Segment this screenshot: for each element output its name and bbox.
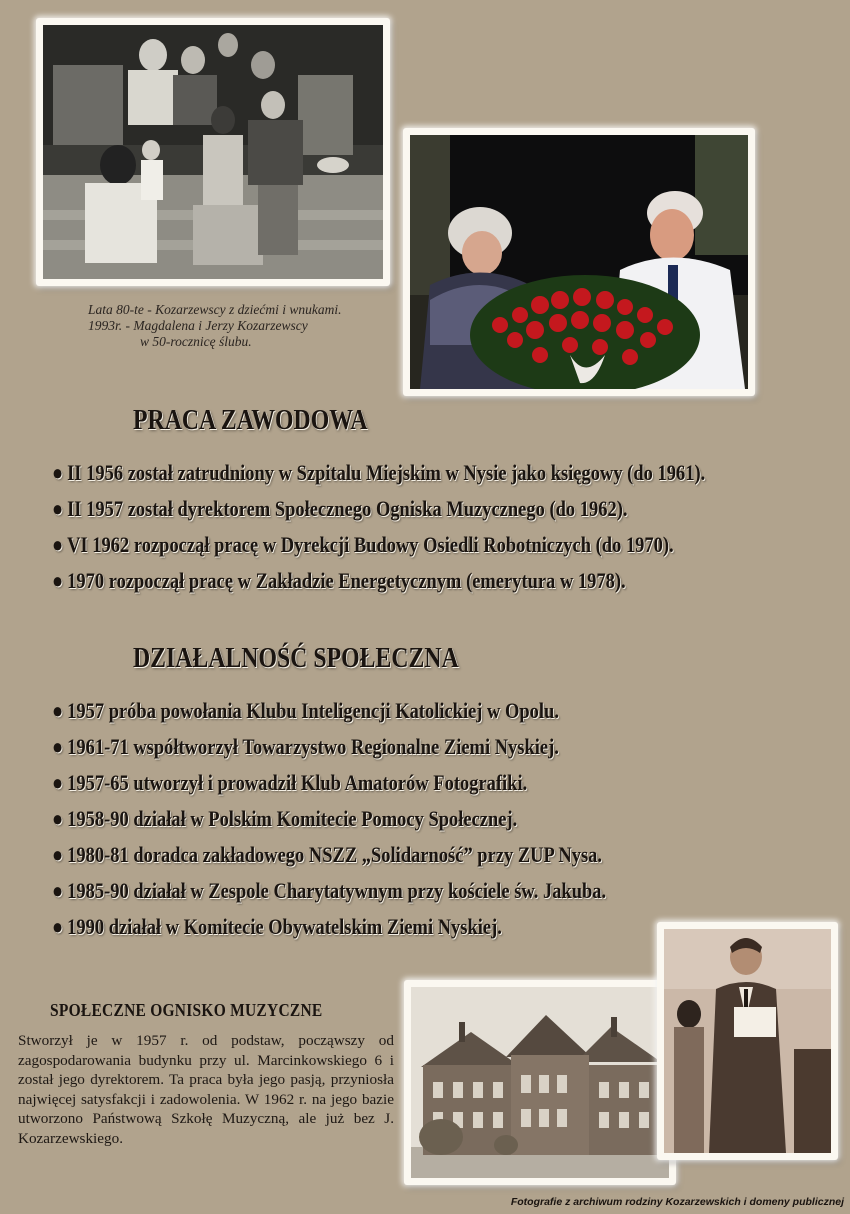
building-photo: [404, 980, 676, 1185]
list-item: ● VI 1962 rozpoczął pracę w Dyrekcji Budowy Osiedli Robotniczych (do 1970).: [52, 532, 674, 557]
ognisko-heading: SPOŁECZNE OGNISKO MUZYCZNE: [50, 1000, 323, 1020]
list-item: ● 1957 próba powołania Klubu Inteligencji Katolickiej w Opolu.: [52, 698, 559, 723]
speaker-photo: [657, 922, 838, 1160]
list-item: ● 1990 działał w Komitecie Obywatelskim Ziemi Nyskiej.: [52, 914, 502, 939]
list-item: ● 1970 rozpoczął pracę w Zakładzie Energetycznym (emerytura w 1978).: [52, 568, 626, 593]
family-photo-image: [43, 25, 383, 279]
list-item: ● 1961-71 współtworzył Towarzystwo Regionalne Ziemi Nyskiej.: [52, 734, 559, 759]
list-item: ● II 1957 został dyrektorem Społecznego Ogniska Muzycznego (do 1962).: [52, 496, 628, 521]
family-photo: [36, 18, 390, 286]
caption-line-1: Lata 80-te - Kozarzewscy z dziećmi i wnukami.: [88, 302, 342, 317]
caption-line-2: 1993r. - Magdalena i Jerzy Kozarzewscy: [88, 318, 308, 333]
list-item: ● 1985-90 działał w Zespole Charytatywnym przy kościele św. Jakuba.: [52, 878, 607, 903]
photo-credits: Fotografie z archiwum rodziny Kozarzewskich i domeny publicznej: [510, 1196, 844, 1208]
caption-line-3: w 50-rocznicę ślubu.: [140, 334, 252, 349]
list-item: ● II 1956 został zatrudniony w Szpitalu Miejskim w Nysie jako księgowy (do 1961).: [52, 460, 706, 485]
ognisko-paragraph: Stworzył je w 1957 r. od podstaw, począwszy od zagospodarowania budynku przy ul. Marcinkowskiego 6 i został jego dyrektorem. Ta praca była jego pasją, przyniosła najwięcej satysfakcji i zadowolenia. W 1962 r. na jego bazie utworzono Państwową Szkołę Muzyczną, ale już bez J. Kozarzewskiego.: [18, 1032, 394, 1147]
couple-photo-image: [410, 135, 748, 389]
couple-photo: [403, 128, 755, 396]
dzialalnosc-list: [52, 693, 712, 945]
building-photo-image: [411, 987, 669, 1178]
praca-list: [52, 455, 830, 599]
list-item: ● 1957-65 utworzył i prowadził Klub Amatorów Fotografiki.: [52, 770, 528, 795]
speaker-photo-image: [664, 929, 831, 1153]
photo-caption: [60, 302, 400, 350]
list-item: ● 1980-81 doradca zakładowego NSZZ „Solidarność” przy ZUP Nysa.: [52, 842, 603, 867]
list-item: ● 1958-90 działał w Polskim Komitecie Pomocy Społecznej.: [52, 806, 518, 831]
dzialalnosc-heading: DZIAŁALNOŚĆ SPOŁECZNA: [133, 642, 459, 674]
praca-heading: PRACA ZAWODOWA: [133, 404, 368, 436]
